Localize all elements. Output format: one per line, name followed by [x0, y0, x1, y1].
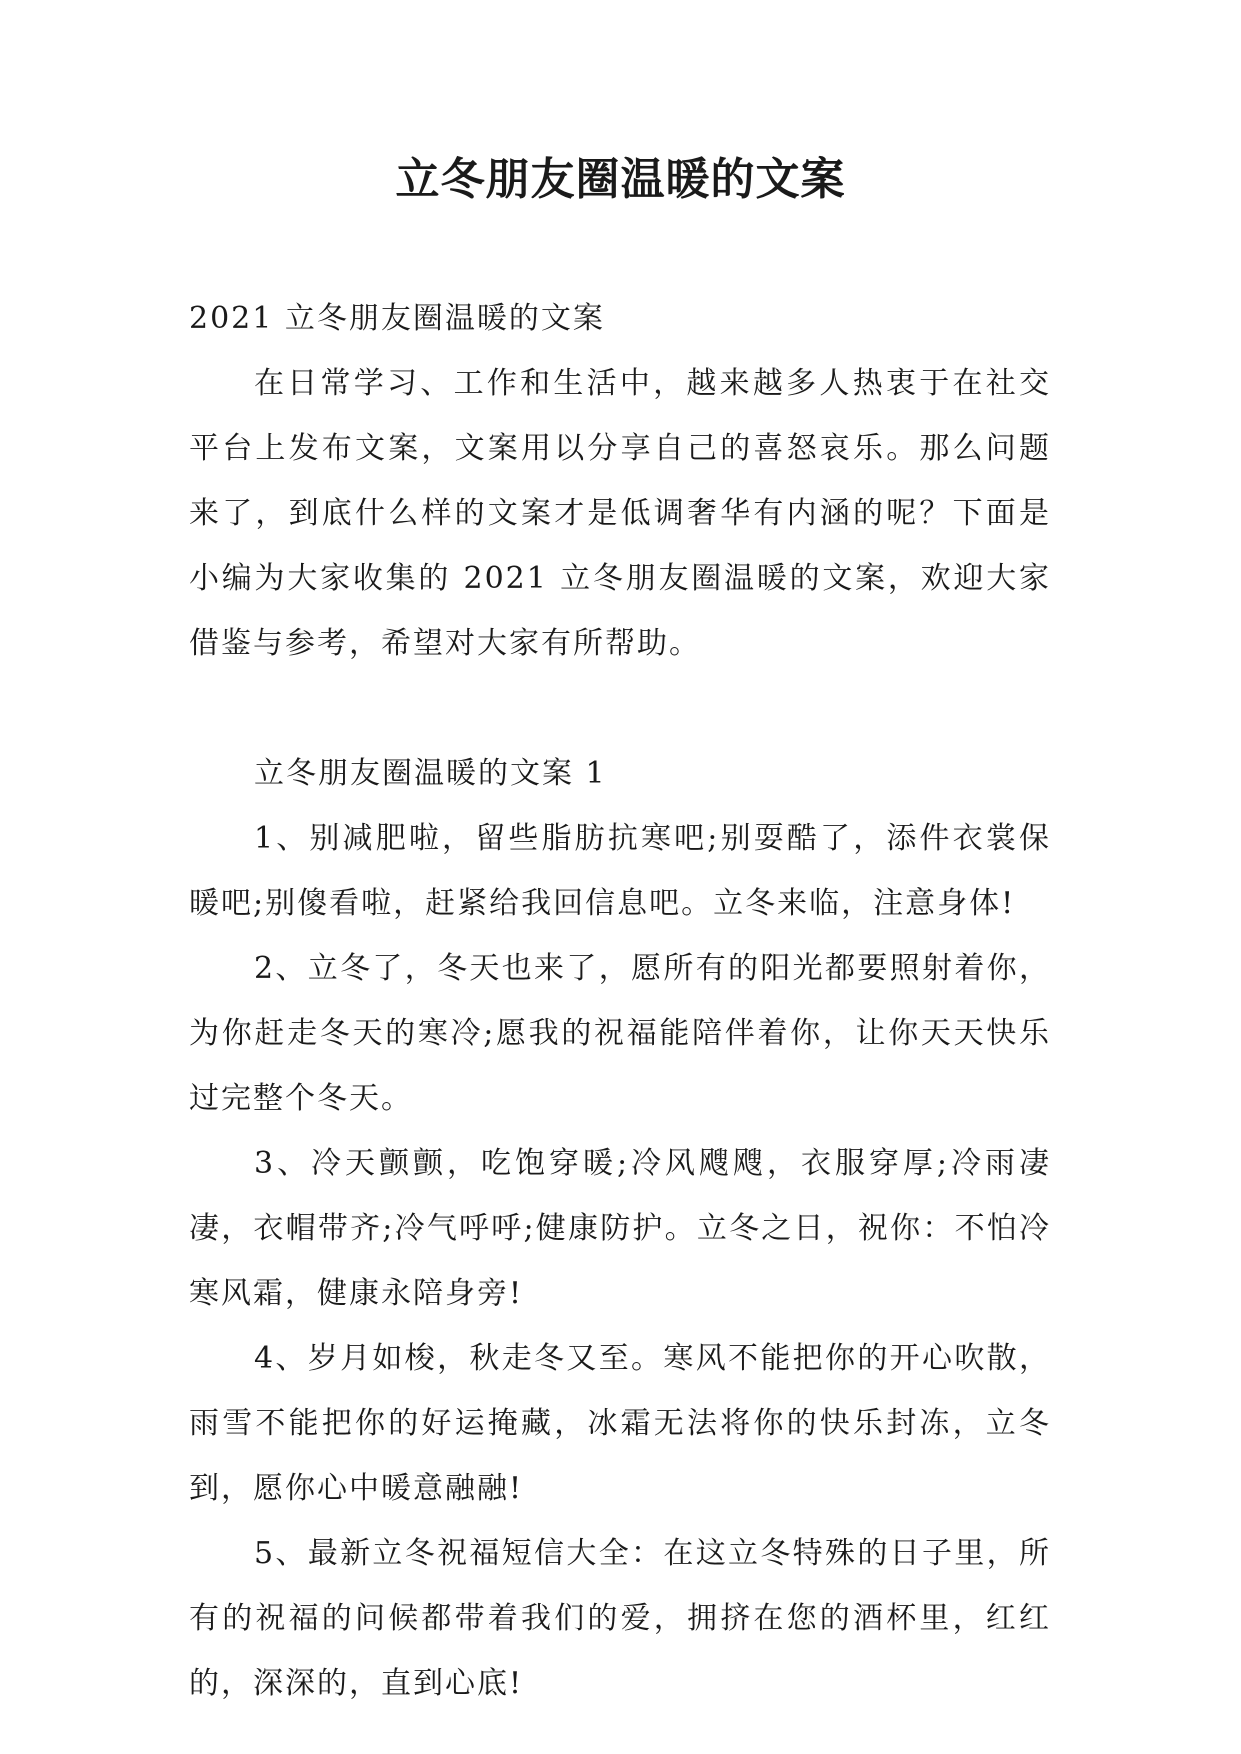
list-item: 3、冷天颤颤，吃饱穿暖;冷风飕飕，衣服穿厚;冷雨凄凄，衣帽带齐;冷气呼呼;健康防护。立冬之日，祝你：不怕冷寒风霜，健康永陪身旁!: [189, 1146, 1051, 1311]
document-title: 立冬朋友圈温暖的文案: [395, 154, 846, 205]
list-item: 1、别减肥啦，留些脂肪抗寒吧;别耍酷了，添件衣裳保暖吧;别傻看啦，赶紧给我回信息吧。立冬来临，注意身体!: [189, 821, 1051, 921]
list-item: 5、最新立冬祝福短信大全：在这立冬特殊的日子里，所有的祝福的问候都带着我们的爱，拥挤在您的酒杯里，红红的，深深的，直到心底!: [189, 1536, 1051, 1701]
section-heading: 立冬朋友圈温暖的文案 1: [254, 756, 607, 791]
document-subtitle: 2021 立冬朋友圈温暖的文案: [189, 301, 605, 336]
list-item: 2、立冬了，冬天也来了，愿所有的阳光都要照射着你，为你赶走冬天的寒冷;愿我的祝福能陪伴着你，让你天天快乐过完整个冬天。: [189, 951, 1051, 1116]
list-item: 4、岁月如梭，秋走冬又至。寒风不能把你的开心吹散，雨雪不能把你的好运掩藏，冰霜无法将你的快乐封冻，立冬到，愿你心中暖意融融!: [189, 1341, 1051, 1506]
intro-paragraph: 在日常学习、工作和生活中，越来越多人热衷于在社交平台上发布文案，文案用以分享自己的喜怒哀乐。那么问题来了，到底什么样的文案才是低调奢华有内涵的呢？下面是小编为大家收集的 2021 立冬朋友圈温暖的文案，欢迎大家借鉴与参考，希望对大家有所帮助。: [189, 366, 1051, 661]
document-body: [189, 286, 1051, 1716]
section-spacer: [189, 676, 1051, 741]
